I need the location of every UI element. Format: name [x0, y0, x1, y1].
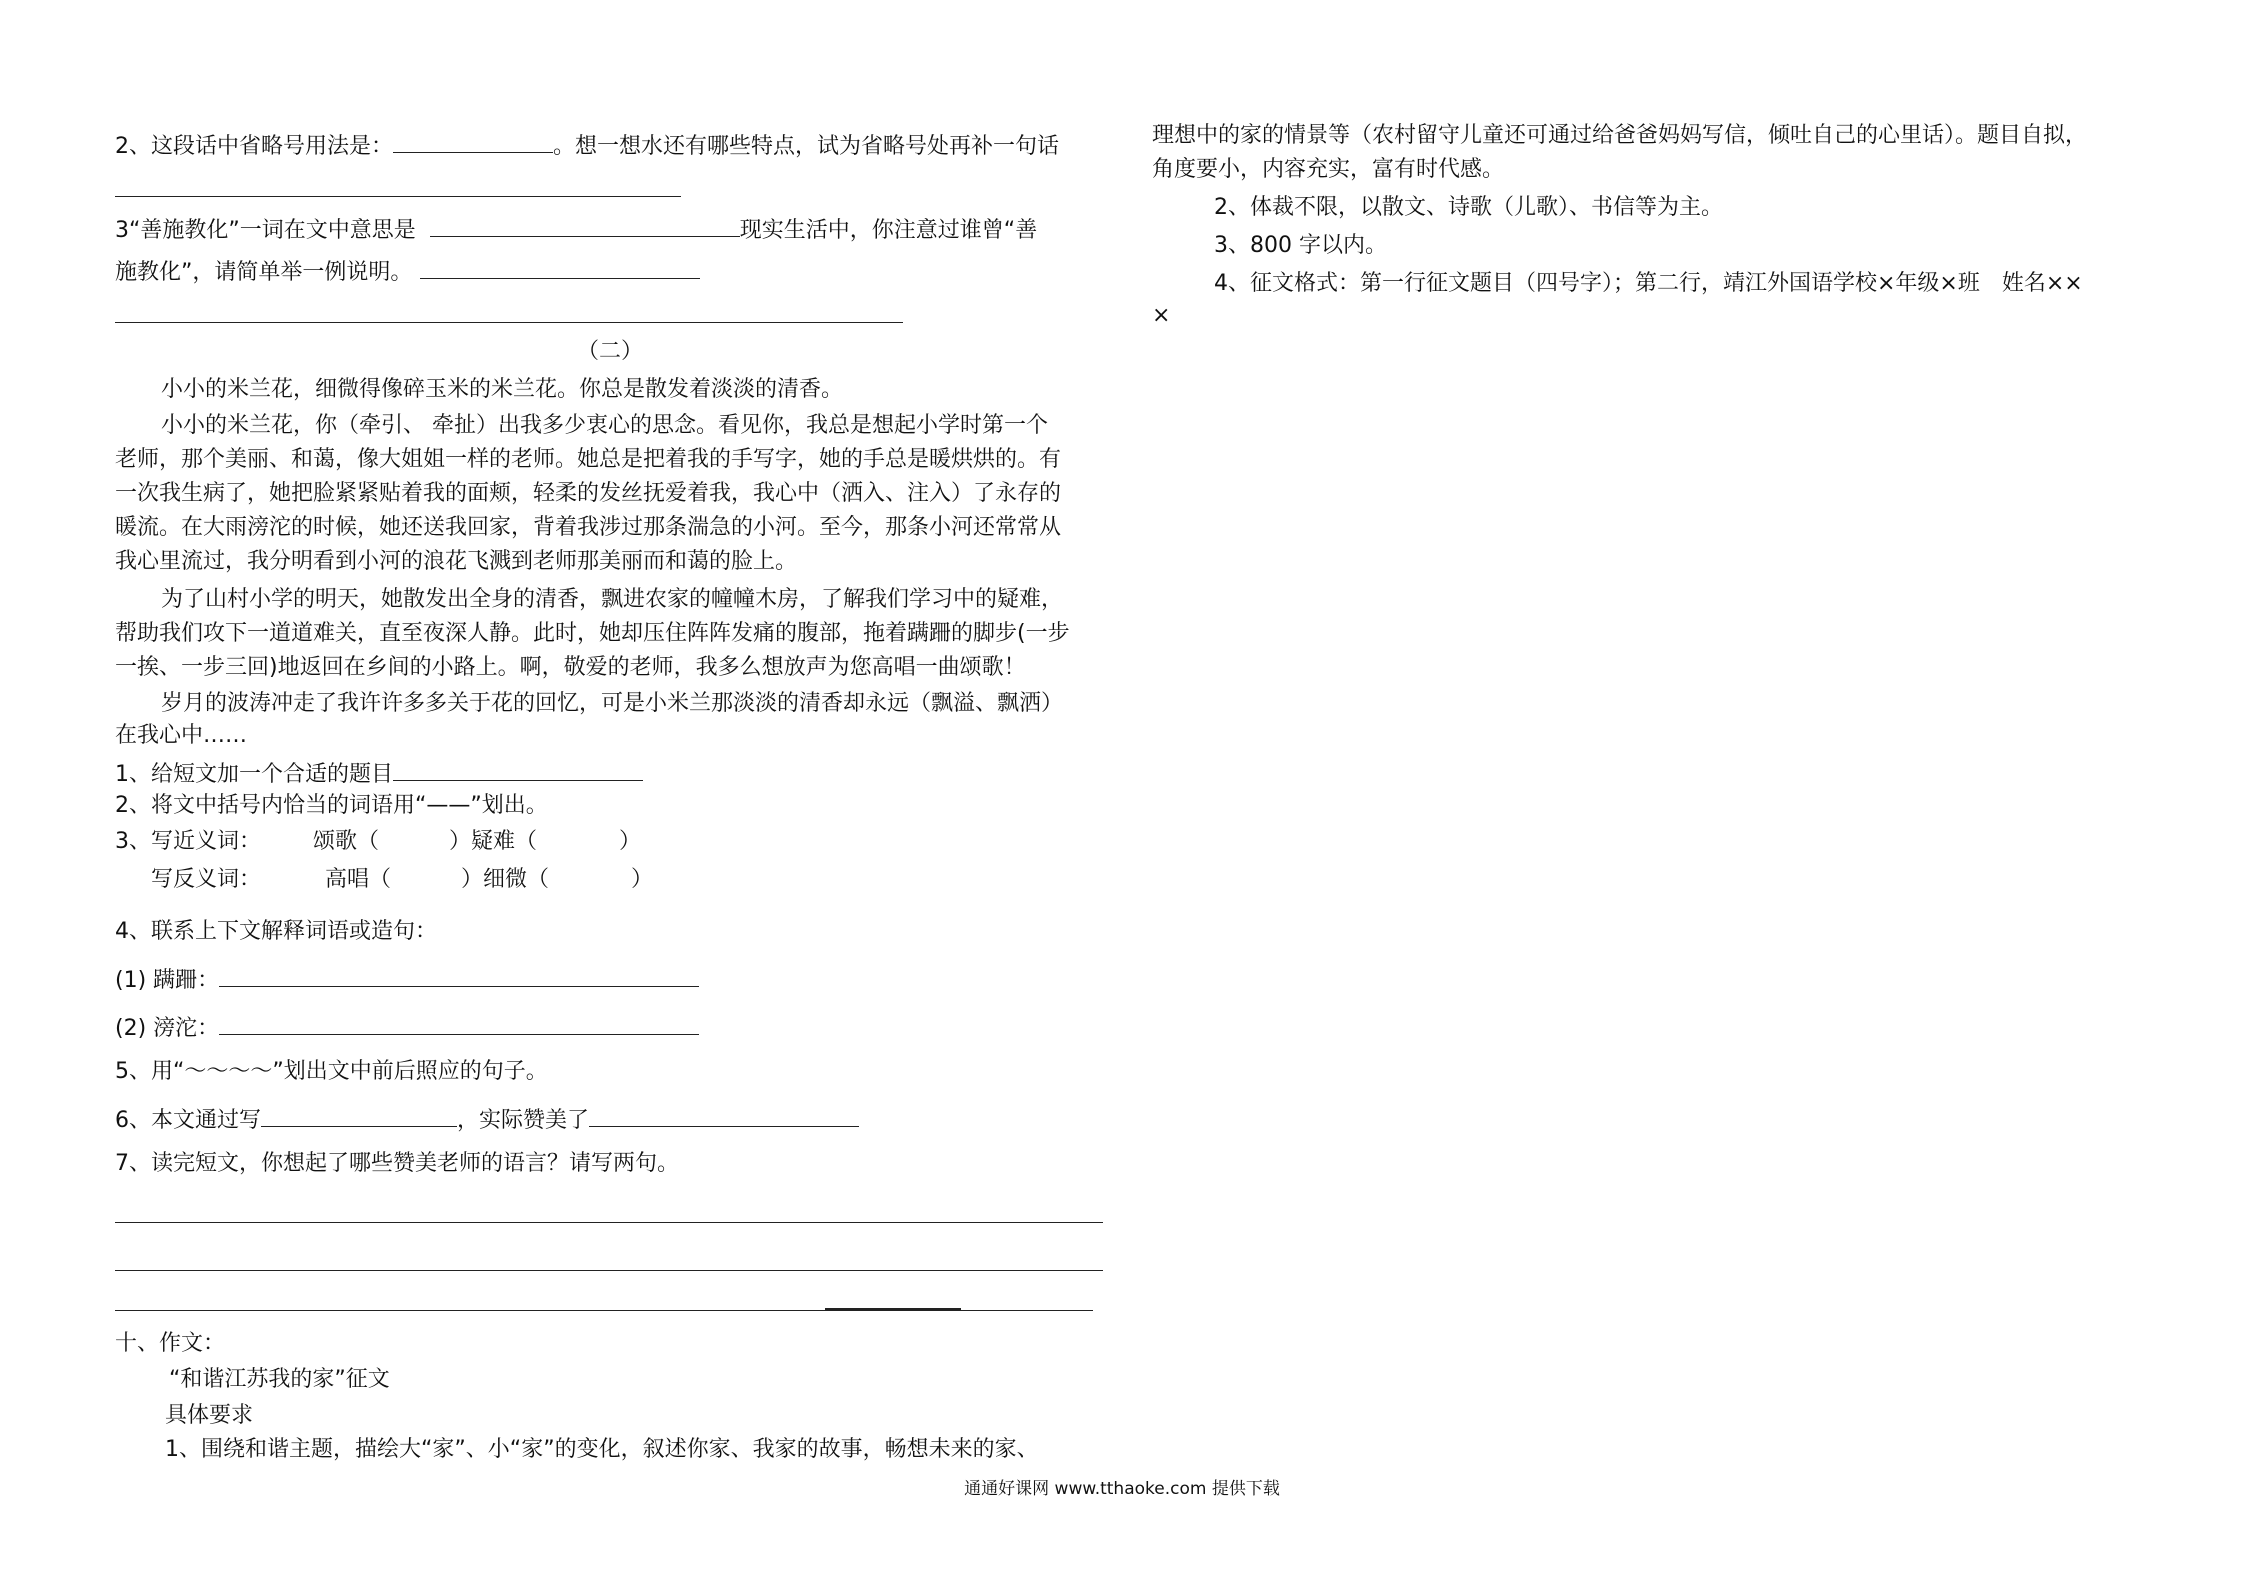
passage-line: 我心里流过，我分明看到小河的浪花飞溅到老师那美丽而和蔼的脸上。	[115, 549, 798, 574]
question-4-2	[115, 1010, 699, 1045]
q6-mid: ，实际赞美了	[457, 1108, 590, 1133]
question-2	[115, 128, 1059, 163]
question-3	[115, 212, 1037, 247]
q6-prefix: 6、本文通过写	[115, 1108, 261, 1133]
question-4: 4、联系上下文解释词语或造句：	[115, 919, 437, 944]
essay-requirement-1: 1、围绕和谐主题，描绘大“家”、小“家”的变化，叙述你家、我家的故事，畅想未来的家、	[165, 1437, 1039, 1462]
answer-line[interactable]	[115, 1222, 1103, 1223]
close-paren: ）	[631, 867, 654, 892]
essay-title: “和谐江苏我的家”征文	[169, 1367, 390, 1392]
q3-line2: 施教化”，请简单举一例说明。	[115, 260, 413, 285]
essay-requirement-4-cont: ×	[1152, 303, 1171, 328]
ant-word-1: 高唱（	[325, 867, 392, 892]
answer-blank[interactable]	[393, 756, 643, 781]
question-4-1	[115, 962, 699, 997]
question-3-antonyms	[151, 864, 653, 896]
passage-line: 老师，那个美丽、和蔼，像大姐姐一样的老师。她总是把着我的手写字，她的手总是暖烘烘的。有	[115, 447, 1062, 472]
q2-prefix: 2、这段话中省略号用法是：	[115, 134, 393, 159]
question-3-synonyms	[115, 826, 641, 858]
q3-mid: 现实生活中，你注意过谁曾“善	[739, 218, 1038, 243]
answer-blank[interactable]	[420, 254, 700, 279]
passage-line: 小小的米兰花，你（牵引、 牵扯）出我多少衷心的思念。看见你，我总是想起小学时第一个	[161, 413, 1048, 438]
passage-line: 为了山村小学的明天，她散发出全身的清香，飘进农家的幢幢木房，了解我们学习中的疑难，	[161, 587, 1064, 612]
answer-line[interactable]	[115, 196, 681, 197]
ant-label: 写反义词：	[151, 867, 262, 892]
q3-prefix: 3“善施教化”一词在文中意思是	[115, 218, 416, 243]
essay-requirements-label: 具体要求	[165, 1403, 254, 1428]
syn-label: 3、写近义词：	[115, 829, 261, 854]
answer-line[interactable]	[115, 1310, 1093, 1311]
answer-blank[interactable]	[219, 1010, 699, 1035]
syn-word-1: 颂歌（	[313, 829, 380, 854]
footer-credit: 通通好课网 www.tthaoke.com 提供下载	[964, 1479, 1280, 1499]
passage-line: 在我心中……	[115, 723, 248, 748]
syn-word-2: ）疑难（	[449, 829, 538, 854]
passage-line: 小小的米兰花，细微得像碎玉米的米兰花。你总是散发着淡淡的清香。	[161, 377, 844, 402]
question-5: 5、用“～～～～”划出文中前后照应的句子。	[115, 1059, 548, 1084]
answer-line-bold	[825, 1308, 961, 1310]
answer-line[interactable]	[115, 1270, 1103, 1271]
answer-blank[interactable]	[430, 212, 740, 237]
question-1	[115, 756, 643, 791]
q1-text: 1、给短文加一个合适的题目	[115, 762, 393, 787]
ant-word-2: ）细微（	[461, 867, 550, 892]
essay-requirement-1-cont2: 角度要小，内容充实，富有时代感。	[1152, 157, 1505, 182]
passage-line: 一次我生病了，她把脸紧紧贴着我的面颊，轻柔的发丝抚爱着我，我心中（洒入、注入）了永存的	[115, 481, 1062, 506]
passage-line: 岁月的波涛冲走了我许许多多关于花的回忆，可是小米兰那淡淡的清香却永远（飘溢、飘洒）	[161, 691, 1064, 716]
q2-suffix: 。想一想水还有哪些特点，试为省略号处再补一句话	[553, 134, 1060, 159]
section-title: （二）	[576, 339, 643, 364]
question-2b: 2、将文中括号内恰当的词语用“——”划出。	[115, 793, 548, 818]
answer-blank[interactable]	[393, 128, 553, 153]
answer-blank[interactable]	[589, 1102, 859, 1127]
q4-2-label: (2) 滂沱：	[115, 1016, 220, 1041]
essay-requirement-4: 4、征文格式：第一行征文题目（四号字）；第二行，靖江外国语学校×年级×班 姓名××	[1214, 271, 2083, 296]
question-3-line2	[115, 254, 700, 289]
answer-blank[interactable]	[261, 1102, 457, 1127]
answer-line[interactable]	[115, 322, 903, 323]
passage-line: 一挨、一步三回)地返回在乡间的小路上。啊，敬爱的老师，我多么想放声为您高唱一曲颂歌！	[115, 655, 1026, 680]
essay-heading: 十、作文：	[115, 1331, 226, 1356]
passage-line: 暖流。在大雨滂沱的时候，她还送我回家，背着我涉过那条湍急的小河。至今，那条小河还常常从	[115, 515, 1062, 540]
answer-blank[interactable]	[219, 962, 699, 987]
question-6	[115, 1102, 859, 1137]
question-7: 7、读完短文，你想起了哪些赞美老师的语言？请写两句。	[115, 1151, 679, 1176]
essay-requirement-1-cont: 理想中的家的情景等（农村留守儿童还可通过给爸爸妈妈写信，倾吐自己的心里话）。题目自拟，	[1152, 123, 2088, 148]
passage-line: 帮助我们攻下一道道难关，直至夜深人静。此时，她却压住阵阵发痛的腹部，拖着蹒跚的脚步(一步	[115, 621, 1070, 646]
essay-requirement-2: 2、体裁不限，以散文、诗歌（儿歌）、书信等为主。	[1214, 195, 1723, 220]
essay-requirement-3: 3、800 字以内。	[1214, 233, 1387, 258]
q4-1-label: (1) 蹒跚：	[115, 968, 220, 993]
close-paren: ）	[619, 829, 642, 854]
